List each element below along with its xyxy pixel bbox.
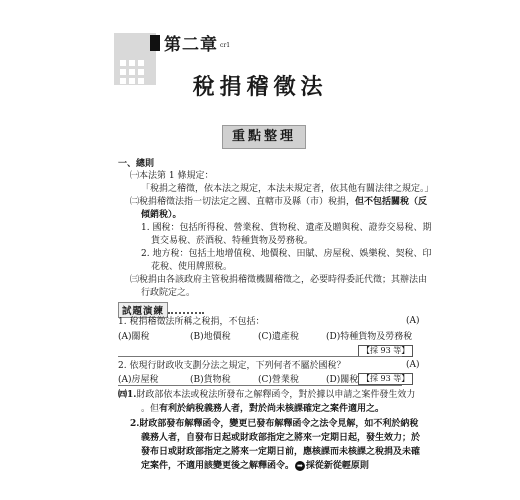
list-item: 1. 國稅：包括所得稅、營業稅、貨物稅、遺產及贈與稅、證券交易稅、期: [141, 223, 432, 233]
option: (B)地價稅: [190, 332, 231, 342]
page-title: 稅捐稽徵法: [192, 74, 328, 100]
option: (C)遺產稅: [258, 332, 299, 342]
divider: [118, 385, 402, 386]
dotted-divider: [168, 312, 204, 314]
note-line: ㈣1.財政部依本法或稅法所發布之解釋函令，對於據以申請之案件發生效力: [118, 390, 416, 400]
question-2: 2. 依現行財政收支劃分法之規定，下列何者不屬於國稅？: [118, 361, 346, 371]
option: (A)房屋稅: [118, 375, 159, 385]
section-heading: 一、總則: [118, 159, 155, 169]
question-2-answer: (A): [406, 360, 420, 370]
list-item: 2. 地方稅：包括土地增值稅、地價稅、田賦、房屋稅、娛樂稅、契稅、印: [141, 249, 432, 259]
text-line: 貨交易稅、菸酒稅、特種貨物及勞務稅。: [151, 236, 314, 246]
option: (D)特種貨物及勞務稅: [326, 332, 413, 342]
source-badge: 【採 93 等】: [358, 373, 413, 385]
option: (B)貨物稅: [190, 375, 231, 385]
option: (C)營業稅: [258, 375, 299, 385]
note-line: 發布日或財政部指定之將來一定期日前，應核課而未核課之稅捐及未確: [141, 447, 421, 457]
note-line: 義務人者，自發布日起或財政部指定之將來一定期日起，發生效力；於: [141, 433, 421, 443]
note-line: 。但有利於納稅義務人者，對於尚未核課確定之案件適用之。: [141, 404, 385, 414]
questions-header: 試題演練: [118, 302, 168, 318]
text-line: 行政院定之。: [141, 288, 196, 298]
note-line: 2.財政部發布解釋函令，變更已發布解釋函令之法令見解，如不利於納稅: [130, 419, 419, 429]
text-line: 傾銷稅）。: [141, 210, 182, 220]
chapter-code: cr1: [220, 42, 231, 49]
section-badge: 重點整理: [222, 125, 306, 149]
chapter-label: 第二章: [164, 35, 218, 55]
divider: [118, 356, 402, 357]
chapter-square-icon: [150, 35, 160, 51]
note-line: 定案件，不適用該變更後之解釋函令。 ➡ 採從新從輕原則: [141, 461, 369, 471]
question-1: 1. 稅捐稽徵法所稱之稅捐，不包括：: [118, 317, 265, 327]
text-line: ㈡稅捐稽徵法指一切法定之國、直轄市及縣（市）稅捐，但不包括關稅（反: [130, 197, 428, 207]
chapter-heading: [150, 30, 230, 55]
quote-line: 「稅捐之稽徵，依本法之規定，本法未規定者，依其他有關法律之規定。」: [141, 184, 434, 194]
option: (A)關稅: [118, 332, 150, 342]
text-line: 花稅、使用牌照稅。: [151, 262, 233, 272]
question-1-answer: (A): [406, 316, 420, 326]
source-badge: 【採 93 等】: [358, 345, 413, 357]
arrow-icon: ➡: [297, 461, 303, 470]
option: (D)關稅: [326, 375, 359, 385]
text-line: ㈢稅捐由各該政府主管稅捐稽徵機關稽徵之，必要時得委託代徵；其辦法由: [130, 275, 428, 285]
text-line: ㈠本法第 1 條規定：: [130, 171, 214, 181]
